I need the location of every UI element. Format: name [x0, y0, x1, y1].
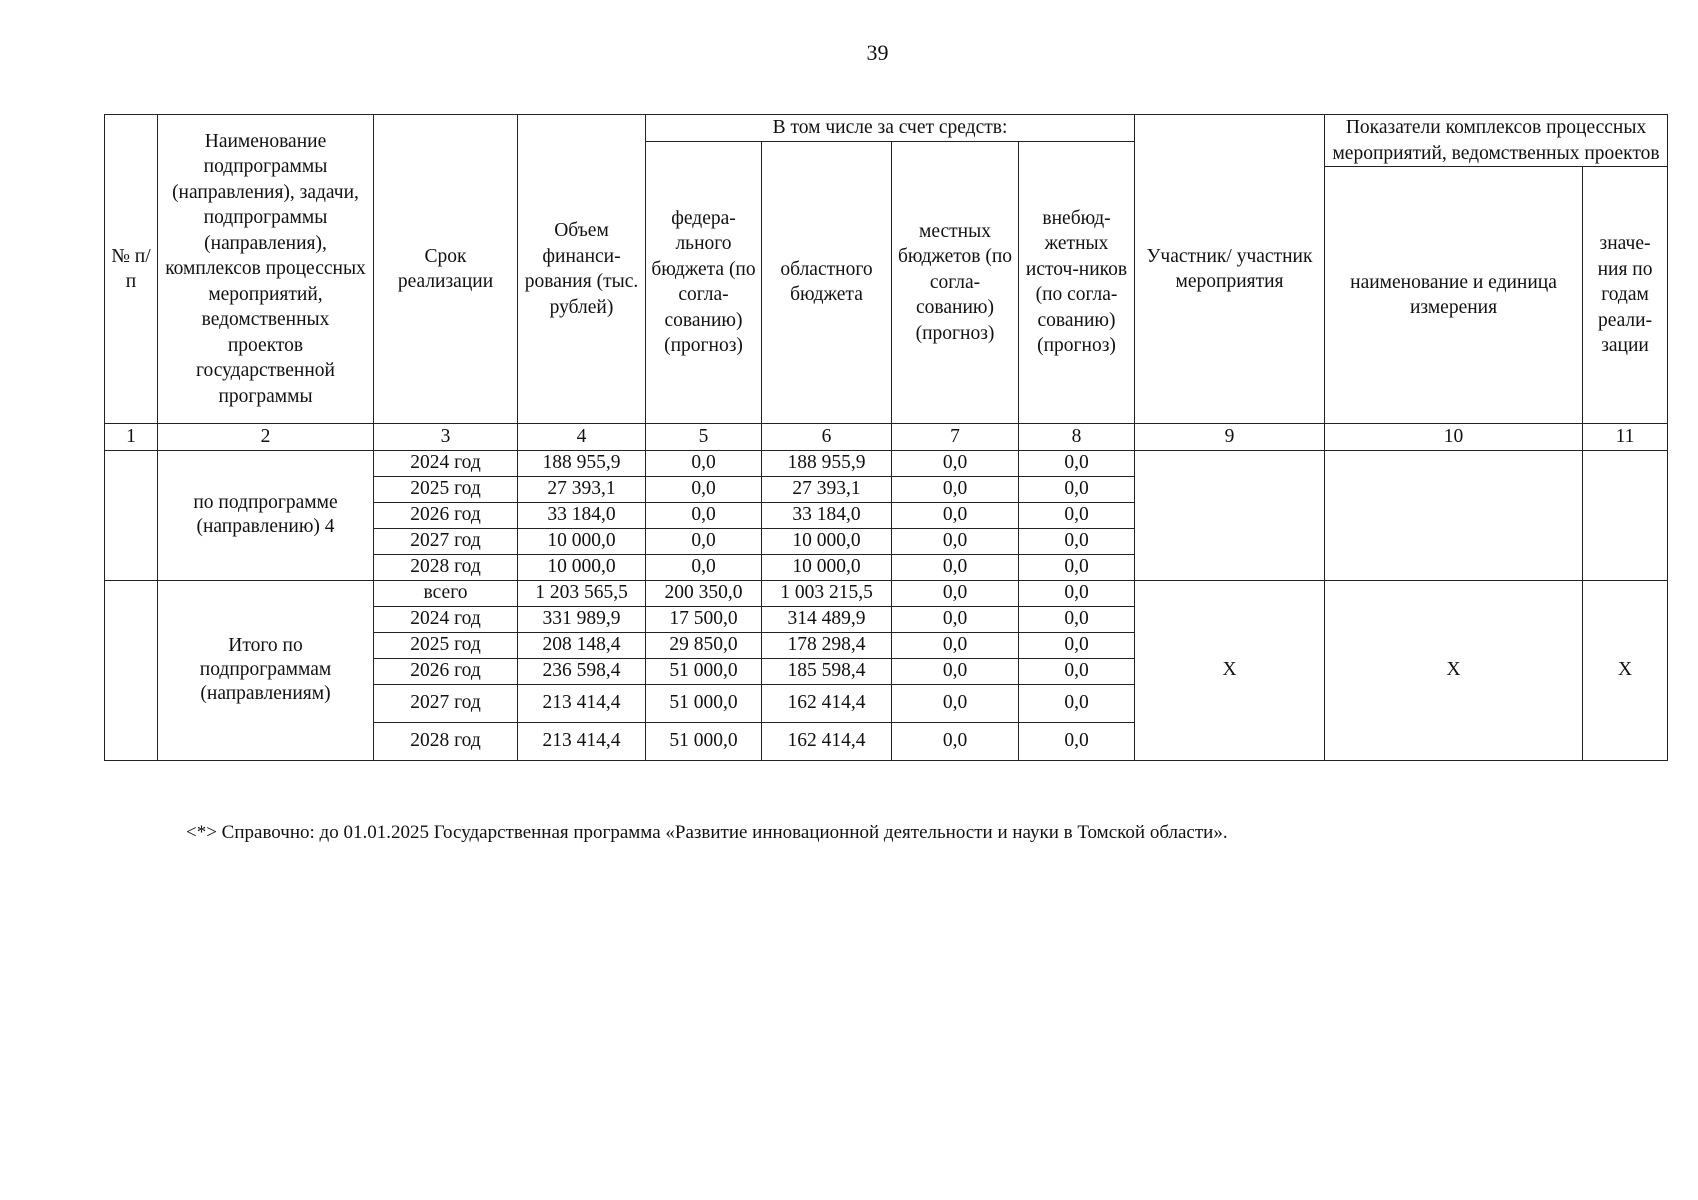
header-row — [105, 115, 1668, 142]
regional-cell: 314 489,9 — [762, 606, 892, 632]
federal-cell: 0,0 — [646, 476, 762, 502]
indicator-values-cell: X — [1583, 580, 1668, 760]
extra-cell: 0,0 — [1019, 684, 1135, 722]
column-number: 6 — [762, 424, 892, 451]
local-cell: 0,0 — [892, 632, 1019, 658]
volume-cell: 331 989,9 — [518, 606, 646, 632]
subprogram-label: по подпрограмме (направлению) 4 — [158, 450, 374, 580]
local-cell: 0,0 — [892, 502, 1019, 528]
header-num: № п/п — [105, 115, 158, 424]
indicator-name-cell: X — [1325, 580, 1583, 760]
volume-cell: 213 414,4 — [518, 722, 646, 760]
indicator-name-cell — [1325, 450, 1583, 580]
extra-cell: 0,0 — [1019, 528, 1135, 554]
extra-cell: 0,0 — [1019, 606, 1135, 632]
header-period: Срок реализации — [374, 115, 518, 424]
column-number: 1 — [105, 424, 158, 451]
regional-cell: 27 393,1 — [762, 476, 892, 502]
extra-cell: 0,0 — [1019, 502, 1135, 528]
regional-cell: 185 598,4 — [762, 658, 892, 684]
header-local: местных бюджетов (по согла-сованию) (прогноз) — [892, 141, 1019, 424]
local-cell: 0,0 — [892, 476, 1019, 502]
period-cell: всего — [374, 580, 518, 606]
row-num-cell — [105, 450, 158, 580]
table-row — [105, 450, 1668, 476]
header-volume: Объем финанси-рования (тыс. рублей) — [518, 115, 646, 424]
column-number: 9 — [1135, 424, 1325, 451]
period-cell: 2028 год — [374, 554, 518, 580]
header-ind-values: значе-ния по годам реали-зации — [1583, 167, 1668, 424]
table-row — [105, 580, 1668, 606]
regional-cell: 1 003 215,5 — [762, 580, 892, 606]
extra-cell: 0,0 — [1019, 476, 1135, 502]
federal-cell: 51 000,0 — [646, 684, 762, 722]
header-regional: областного бюджета — [762, 141, 892, 424]
period-cell: 2026 год — [374, 658, 518, 684]
local-cell: 0,0 — [892, 554, 1019, 580]
federal-cell: 51 000,0 — [646, 658, 762, 684]
column-number: 7 — [892, 424, 1019, 451]
regional-cell: 10 000,0 — [762, 528, 892, 554]
row-num-cell — [105, 580, 158, 760]
regional-cell: 162 414,4 — [762, 722, 892, 760]
volume-cell: 213 414,4 — [518, 684, 646, 722]
local-cell: 0,0 — [892, 658, 1019, 684]
participant-cell: X — [1135, 580, 1325, 760]
local-cell: 0,0 — [892, 580, 1019, 606]
extra-cell: 0,0 — [1019, 658, 1135, 684]
column-number: 4 — [518, 424, 646, 451]
period-cell: 2025 год — [374, 476, 518, 502]
local-cell: 0,0 — [892, 450, 1019, 476]
period-cell: 2026 год — [374, 502, 518, 528]
header-participant: Участник/ участник мероприятия — [1135, 115, 1325, 424]
volume-cell: 10 000,0 — [518, 554, 646, 580]
volume-cell: 33 184,0 — [518, 502, 646, 528]
period-cell: 2027 год — [374, 684, 518, 722]
column-number: 8 — [1019, 424, 1135, 451]
participant-cell — [1135, 450, 1325, 580]
federal-cell: 0,0 — [646, 450, 762, 476]
page-number: 39 — [866, 40, 889, 65]
volume-cell: 10 000,0 — [518, 528, 646, 554]
local-cell: 0,0 — [892, 722, 1019, 760]
extra-cell: 0,0 — [1019, 722, 1135, 760]
total-label: Итого по подпрограммам (направлениям) — [158, 580, 374, 760]
indicator-values-cell — [1583, 450, 1668, 580]
header-indicators: Показатели комплексов процессных мероприятий, ведомственных проектов — [1325, 115, 1668, 167]
federal-cell: 0,0 — [646, 528, 762, 554]
volume-cell: 236 598,4 — [518, 658, 646, 684]
local-cell: 0,0 — [892, 606, 1019, 632]
header-extra: внебюд-жетных источ-ников (по согла-сованию) (прогноз) — [1019, 141, 1135, 424]
federal-cell: 29 850,0 — [646, 632, 762, 658]
financing-table — [104, 114, 1668, 761]
column-number: 10 — [1325, 424, 1583, 451]
extra-cell: 0,0 — [1019, 632, 1135, 658]
regional-cell: 162 414,4 — [762, 684, 892, 722]
header-including: В том числе за счет средств: — [646, 115, 1135, 142]
column-number: 11 — [1583, 424, 1668, 451]
column-number: 3 — [374, 424, 518, 451]
federal-cell: 51 000,0 — [646, 722, 762, 760]
volume-cell: 1 203 565,5 — [518, 580, 646, 606]
regional-cell: 10 000,0 — [762, 554, 892, 580]
extra-cell: 0,0 — [1019, 580, 1135, 606]
local-cell: 0,0 — [892, 528, 1019, 554]
period-cell: 2028 год — [374, 722, 518, 760]
regional-cell: 188 955,9 — [762, 450, 892, 476]
volume-cell: 27 393,1 — [518, 476, 646, 502]
federal-cell: 0,0 — [646, 502, 762, 528]
period-cell: 2024 год — [374, 606, 518, 632]
header-federal: федера-льного бюджета (по согла-сованию) (прогноз) — [646, 141, 762, 424]
extra-cell: 0,0 — [1019, 450, 1135, 476]
header-ind-name: наименование и единица измерения — [1325, 167, 1583, 424]
period-cell: 2027 год — [374, 528, 518, 554]
column-number: 5 — [646, 424, 762, 451]
extra-cell: 0,0 — [1019, 554, 1135, 580]
footnote: <*> Справочно: до 01.01.2025 Государственная программа «Развитие инновационной деятельности и науки в Томской области». — [186, 822, 1228, 843]
federal-cell: 200 350,0 — [646, 580, 762, 606]
header-name: Наименование подпрограммы (направления), задачи, подпрограммы (направления), комплексов процессных мероприятий, ведомственных проектов государственной программы — [158, 115, 374, 424]
column-number: 2 — [158, 424, 374, 451]
period-cell: 2025 год — [374, 632, 518, 658]
column-number-row — [105, 424, 1668, 451]
regional-cell: 178 298,4 — [762, 632, 892, 658]
volume-cell: 208 148,4 — [518, 632, 646, 658]
period-cell: 2024 год — [374, 450, 518, 476]
federal-cell: 17 500,0 — [646, 606, 762, 632]
volume-cell: 188 955,9 — [518, 450, 646, 476]
federal-cell: 0,0 — [646, 554, 762, 580]
regional-cell: 33 184,0 — [762, 502, 892, 528]
local-cell: 0,0 — [892, 684, 1019, 722]
